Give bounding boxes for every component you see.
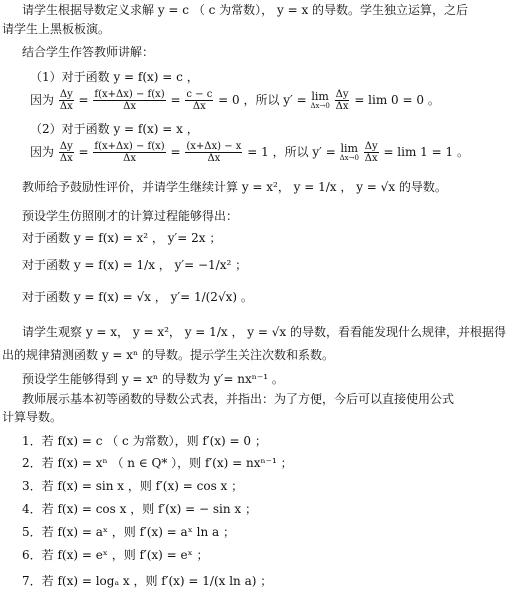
preset-line-1: 预设学生仿照刚才的计算过程能够得出： — [22, 209, 239, 223]
c-minus-c-fraction: $\frac{c - c}{\Delta x}$ — [186, 89, 213, 112]
rule-3: 3．若 f(x) = sin x ，则 f′(x) = cos x ； — [22, 479, 244, 493]
dy-dx-fraction-3: $\frac{\Delta y}{\Delta x}$ — [59, 141, 73, 164]
part2-limit-result: = lim 1 = 1 。 — [383, 145, 469, 159]
combine-line: 结合学生作答教师讲解： — [22, 45, 155, 59]
rule-5: 5．若 f(x) = aˣ ，则 f′(x) = aˣ ln a ； — [22, 525, 235, 539]
part2-equation: 因为 $\frac{\Delta y}{\Delta x}$ = $\frac{f(x+\Delta x) - f(x)}{\Delta x}$ = $\frac{(x+\Delta x) - x}{\Delta x}$ = 1 ，所以 y′ = lim Δx→0 $\frac{\Delta y}{\Delta x}$ = lim 1 = 1 。 — [30, 141, 469, 164]
limit-symbol: lim Δx→0 — [310, 89, 330, 110]
rule-1: 1．若 f(x) = c （ c 为常数），则 f′(x) = 0 ； — [22, 434, 267, 448]
formula-reciprocal: 对于函数 y = f(x) = 1/x ， y′= −1/x² ； — [22, 258, 248, 272]
limit-symbol-2: lim Δx→0 — [339, 141, 359, 162]
rule-6: 6．若 f(x) = eˣ ，则 f′(x) = eˣ ； — [22, 548, 209, 562]
rule-7: 7．若 f(x) = logₐ x ，则 f′(x) = 1/(x ln a) ； — [22, 574, 273, 588]
difference-quotient-fraction-2: $\frac{f(x+\Delta x) - f(x)}{\Delta x}$ — [94, 141, 165, 164]
formula-sqrt: 对于函数 y = f(x) = √x ， y′= 1/(2√x) 。 — [22, 290, 253, 304]
observe-line-1: 请学生观察 y = x， y = x²， y = 1/x ， y = √x 的导数，看看能发现什么规律，并根据得 — [22, 325, 506, 339]
teacher-praise: 教师给予鼓励性评价，并请学生继续计算 y = x²， y = 1/x ， y = √x 的导数。 — [22, 180, 447, 194]
part1-result: = 0 ，所以 y′ = — [218, 93, 311, 107]
rule-2: 2．若 f(x) = xⁿ （ n ∈ Q* ），则 f′(x) = nxⁿ⁻¹ ； — [22, 456, 293, 470]
intro-line-2: 请学生上黑板板演。 — [2, 22, 111, 36]
rule-4: 4．若 f(x) = cos x ，则 f′(x) = − sin x ； — [22, 502, 257, 516]
dy-dx-fraction-4: $\frac{\Delta y}{\Delta x}$ — [364, 141, 378, 164]
dy-dx-fraction: $\frac{\Delta y}{\Delta x}$ — [59, 89, 73, 112]
x-plus-dx-fraction: $\frac{(x+\Delta x) - x}{\Delta x}$ — [186, 141, 242, 164]
show-line-1: 教师展示基本初等函数的导数公式表，并指出：为了方便，今后可以直接使用公式 — [22, 392, 455, 406]
part2-result: = 1 ，所以 y′ = — [247, 145, 340, 159]
observe-line-2: 出的规律猜测函数 y = xⁿ 的导数。提示学生关注次数和系数。 — [2, 348, 335, 362]
part1-limit-result: = lim 0 = 0 。 — [354, 93, 440, 107]
show-line-2: 计算导数。 — [2, 410, 63, 424]
because-label: 因为 — [30, 93, 55, 107]
part1-title: （1）对于函数 y = f(x) = c ， — [30, 70, 199, 84]
part1-equation: 因为 $\frac{\Delta y}{\Delta x}$ = $\frac{f(x+\Delta x) - f(x)}{\Delta x}$ = $\frac{c - c}{\Delta x}$ = 0 ，所以 y′ = lim Δx→0 $\frac{\Delta y}{\Delta x}$ = lim 0 = 0 。 — [30, 89, 440, 112]
difference-quotient-fraction: $\frac{f(x+\Delta x) - f(x)}{\Delta x}$ — [94, 89, 165, 112]
formula-x-squared: 对于函数 y = f(x) = x² ， y′= 2x ； — [22, 231, 222, 245]
intro-line-1: 请学生根据导数定义求解 y = c （ c 为常数）， y = x 的导数。学生独立运算，之后 — [22, 3, 469, 17]
preset-line-2: 预设学生能够得到 y = xⁿ 的导数为 y′= nxⁿ⁻¹ 。 — [22, 372, 284, 386]
part2-title: （2）对于函数 y = f(x) = x ， — [30, 122, 199, 136]
dy-dx-fraction-2: $\frac{\Delta y}{\Delta x}$ — [335, 89, 349, 112]
because-label-2: 因为 — [30, 145, 55, 159]
